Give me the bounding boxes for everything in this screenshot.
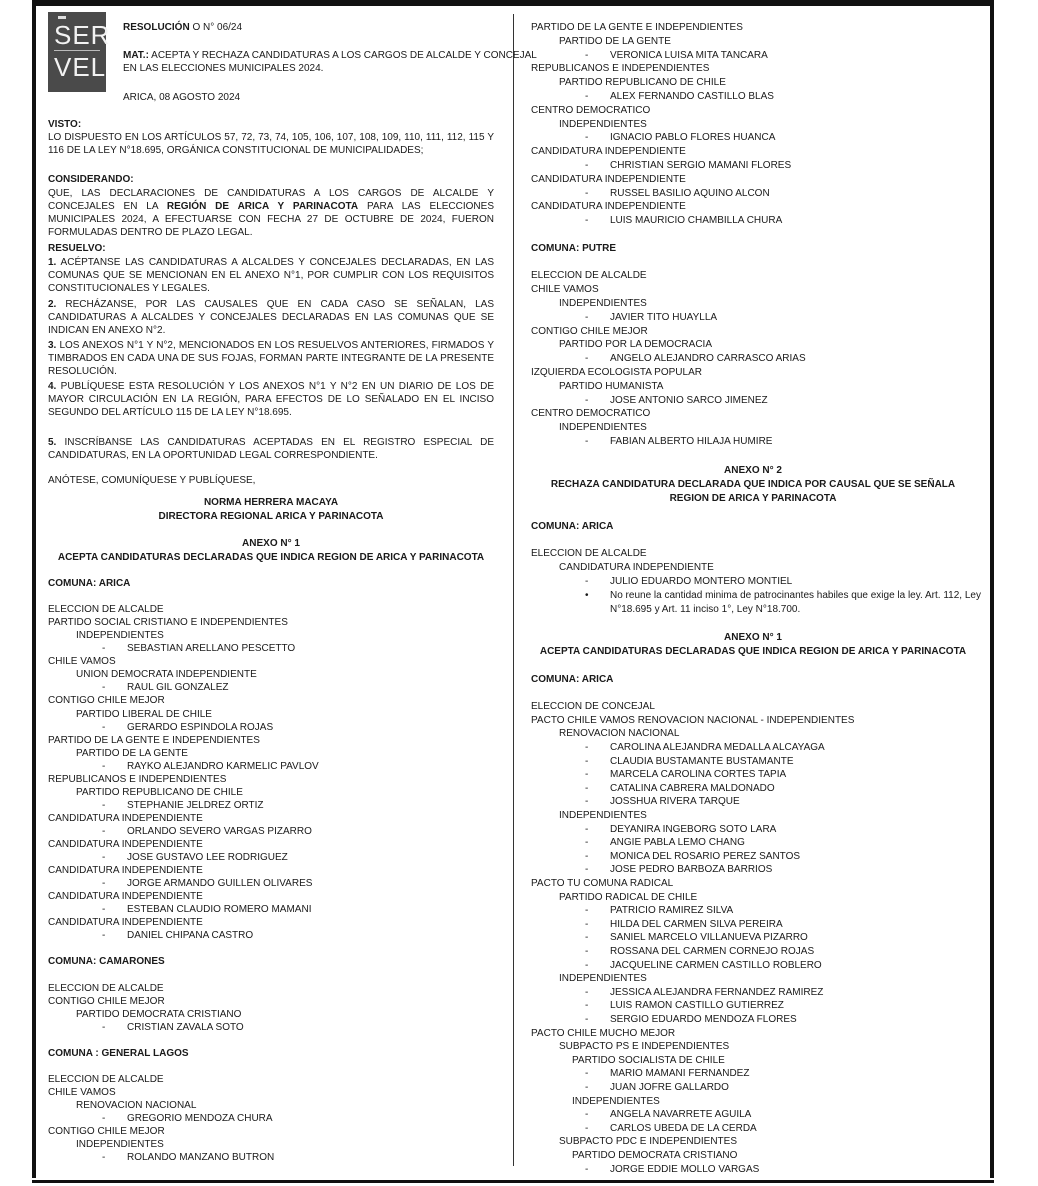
dash-marker: -	[585, 1068, 589, 1080]
resuelvo-item-text: INSCRÍBANSE LAS CANDIDATURAS ACEPTADAS EN EL REGISTRO ESPECIAL DE CANDIDATURAS, EN LA OPORTUNIDAD LEGAL CORRESPONDIENTE.	[48, 437, 494, 461]
candidate-name: ANGELA NAVARRETE AGUILA	[610, 1109, 752, 1121]
candidate-name: SEBASTIAN ARELLANO PESCETTO	[127, 643, 296, 655]
party-line: PARTIDO DE LA GENTE	[76, 747, 188, 759]
considerando-heading: CONSIDERANDO:	[48, 174, 134, 185]
dash-marker: -	[102, 1113, 106, 1125]
pact-line: CANDIDATURA INDEPENDIENTE	[531, 201, 686, 213]
candidate-name: CAROLINA ALEJANDRA MEDALLA ALCAYAGA	[610, 742, 825, 753]
candidate-name: GERARDO ESPINDOLA ROJAS	[127, 721, 274, 733]
subject-label: MAT.:	[123, 50, 149, 61]
dash-marker: -	[102, 904, 106, 916]
candidate-name: MARCELA CAROLINA CORTES TAPIA	[610, 769, 787, 781]
dash-marker: -	[585, 1109, 589, 1121]
party-line: PARTIDO LIBERAL DE CHILE	[76, 708, 212, 720]
comuna-heading: COMUNA: ARICA	[531, 674, 614, 685]
annex-2-comuna-heading: COMUNA: ARICA	[531, 521, 614, 532]
party-line: INDEPENDIENTES	[76, 630, 164, 642]
pact-line: CANDIDATURA INDEPENDIENTE	[48, 891, 203, 903]
dash-marker: -	[585, 187, 589, 199]
candidate-name: IGNACIO PABLO FLORES HUANCA	[610, 132, 776, 144]
dash-marker: -	[585, 576, 589, 587]
dash-marker: -	[585, 215, 589, 227]
frame-top-border	[32, 0, 994, 6]
candidate-name: JORGE EDDIE MOLLO VARGAS	[610, 1163, 760, 1175]
dash-marker: -	[585, 49, 589, 61]
frame-right-border	[990, 0, 994, 1178]
dash-marker: -	[102, 721, 106, 733]
dash-marker: -	[585, 742, 589, 753]
pact-line: CANDIDATURA INDEPENDIENTE	[531, 173, 686, 185]
annex-1-right-title: ANEXO N° 1	[724, 632, 782, 643]
candidate-name: ESTEBAN CLAUDIO ROMERO MAMANI	[127, 904, 312, 916]
annex-2-title: ANEXO N° 2	[724, 465, 782, 476]
pact-line: ELECCION DE ALCALDE	[531, 270, 647, 282]
pact-line: PACTO TU COMUNA RADICAL	[531, 878, 674, 889]
candidate-name: ANGIE PABLA LEMO CHANG	[610, 837, 745, 849]
candidate-name: JOSE GUSTAVO LEE RODRIGUEZ	[127, 852, 288, 864]
pact-line: CONTIGO CHILE MEJOR	[531, 325, 648, 337]
resuelvo-item	[48, 436, 494, 462]
candidate-name: JESSICA ALEJANDRA FERNANDEZ RAMIREZ	[610, 986, 824, 998]
signatory-name: NORMA HERRERA MACAYA	[203, 497, 339, 508]
candidate-name: RAYKO ALEJANDRO KARMELIC PAVLOV	[127, 760, 319, 772]
resuelvo-item-text: LOS ANEXOS N°1 Y N°2, MENCIONADOS EN LOS RESUELVOS ANTERIORES, FIRMADOS Y TIMBRADOS EN CADA UNA DE SUS FOJAS, FORMAN PARTE INTEGRANTE DE LA PRESENTE RESOLUCIÓN.	[48, 340, 494, 377]
candidate-name: GREGORIO MENDOZA CHURA	[127, 1113, 273, 1125]
party-line: SUBPACTO PS E INDEPENDIENTES	[559, 1041, 730, 1053]
pact-line: CENTRO DEMOCRATICO	[531, 408, 651, 420]
pact-line: CANDIDATURA INDEPENDIENTE	[48, 812, 203, 824]
dash-marker: -	[585, 394, 589, 406]
dash-marker: -	[102, 825, 106, 837]
dash-marker: -	[102, 852, 106, 864]
candidate-name: SANIEL MARCELO VILLANUEVA PIZARRO	[610, 932, 808, 944]
candidate-name: STEPHANIE JELDREZ ORTIZ	[127, 799, 264, 811]
candidate-name: SERGIO EDUARDO MENDOZA FLORES	[610, 1014, 797, 1025]
pact-line: CHILE VAMOS	[48, 656, 116, 668]
annex-2-reason-line-1: No reune la cantidad minima de patrocinantes habiles que exige la ley. Art. 112, Ley	[610, 590, 981, 601]
annex-2-subtitle-2: REGION DE ARICA Y PARINACOTA	[669, 493, 837, 504]
candidate-name: ALEX FERNANDO CASTILLO BLAS	[610, 91, 774, 102]
pact-line: CANDIDATURA INDEPENDIENTE	[48, 865, 203, 877]
pact-line: CHILE VAMOS	[531, 284, 599, 296]
party-line: PARTIDO HUMANISTA	[559, 380, 664, 392]
annex-2-reason-line-2: N°18.695 y Art. 11 inciso 1°, Ley N°18.700.	[610, 604, 801, 615]
dash-marker: -	[585, 796, 589, 808]
considerando-text-a: QUE, LAS DECLARACIONES DE CANDIDATURAS A LOS CARGOS DE ALCALDE Y CONCEJALES EN LA	[48, 188, 494, 212]
party-line: PARTIDO RADICAL DE CHILE	[559, 891, 698, 903]
comuna-heading: COMUNA: PUTRE	[531, 242, 616, 254]
annex-1-title: ANEXO N° 1	[242, 538, 300, 549]
column-divider	[513, 14, 514, 1166]
dash-marker: -	[585, 132, 589, 144]
comuna-heading: COMUNA: CAMARONES	[48, 956, 165, 968]
pact-line: CONTIGO CHILE MEJOR	[48, 995, 165, 1007]
candidate-name: MARIO MAMANI FERNANDEZ	[610, 1068, 750, 1080]
logo-line-2: VEL	[54, 52, 107, 82]
resuelvo-item-number: 1.	[48, 257, 57, 268]
pact-line: IZQUIERDA ECOLOGISTA POPULAR	[531, 367, 702, 378]
dash-marker: -	[585, 1082, 589, 1093]
resuelvo-item	[48, 339, 494, 378]
candidate-name: CATALINA CABRERA MALDONADO	[610, 782, 775, 794]
candidate-name: ANGELO ALEJANDRO CARRASCO ARIAS	[610, 353, 806, 365]
annex-2-subtitle-1: RECHAZA CANDIDATURA DECLARADA QUE INDICA POR CAUSAL QUE SE SEÑALA	[550, 479, 956, 490]
pact-line: ELECCION DE ALCALDE	[48, 982, 164, 994]
logo-rule	[54, 50, 100, 51]
candidate-name: ORLANDO SEVERO VARGAS PIZARRO	[127, 825, 312, 837]
comuna-heading: COMUNA: ARICA	[48, 578, 131, 589]
logo-mark	[58, 16, 66, 19]
subparty-line: PARTIDO SOCIALISTA DE CHILE	[572, 1054, 725, 1066]
closing-formula: ANÓTESE, COMUNÍQUESE Y PUBLÍQUESE,	[48, 475, 256, 486]
annex-2-candidacy-type: CANDIDATURA INDEPENDIENTE	[559, 562, 714, 573]
resuelvo-item-number: 3.	[48, 340, 57, 351]
pact-line: PACTO CHILE MUCHO MEJOR	[531, 1027, 676, 1039]
candidate-name: LUIS MAURICIO CHAMBILLA CHURA	[610, 215, 783, 227]
party-line: INDEPENDIENTES	[559, 810, 647, 821]
party-line: INDEPENDIENTES	[559, 118, 647, 130]
party-line: INDEPENDIENTES	[76, 1139, 164, 1151]
party-line: PARTIDO DEMOCRATA CRISTIANO	[76, 1008, 242, 1020]
dash-marker: -	[585, 1122, 589, 1134]
bullet-marker: •	[585, 590, 589, 601]
dash-marker: -	[585, 1014, 589, 1025]
candidate-name: ROLANDO MANZANO BUTRON	[127, 1152, 275, 1164]
dash-marker: -	[585, 932, 589, 944]
comuna-heading: COMUNA : GENERAL LAGOS	[48, 1047, 189, 1059]
pact-line: REPUBLICANOS E INDEPENDIENTES	[48, 773, 227, 785]
subject-line-1	[123, 49, 537, 62]
candidate-name: JAVIER TITO HUAYLLA	[610, 311, 718, 323]
dash-marker: -	[585, 353, 589, 365]
dash-marker: -	[585, 436, 589, 447]
candidate-name: VERONICA LUISA MITA TANCARA	[610, 49, 768, 61]
dash-marker: -	[585, 905, 589, 917]
candidate-name: HILDA DEL CARMEN SILVA PEREIRA	[610, 918, 783, 930]
resuelvo-item	[48, 380, 494, 419]
candidate-name: MONICA DEL ROSARIO PEREZ SANTOS	[610, 850, 801, 862]
dash-marker: -	[585, 1000, 589, 1012]
dash-marker: -	[585, 311, 589, 323]
visto-heading: VISTO:	[48, 119, 82, 130]
subject-text-1: ACEPTA Y RECHAZA CANDIDATURAS A LOS CARGOS DE ALCALDE Y CONCEJAL	[148, 50, 537, 61]
dash-marker: -	[585, 850, 589, 862]
pact-line: ELECCION DE ALCALDE	[48, 1073, 164, 1085]
dash-marker: -	[585, 782, 589, 794]
dash-marker: -	[102, 878, 106, 890]
dash-marker: -	[102, 799, 106, 811]
party-line: INDEPENDIENTES	[559, 298, 647, 309]
annex-1-subtitle: ACEPTA CANDIDATURAS DECLARADAS QUE INDICA REGION DE ARICA Y PARINACOTA	[57, 552, 485, 563]
party-line: UNION DEMOCRATA INDEPENDIENTE	[76, 669, 257, 681]
dash-marker: -	[585, 837, 589, 849]
candidate-name: PATRICIO RAMIREZ SILVA	[610, 905, 734, 917]
considerando-text-b: PARA LAS ELECCIONES MUNICIPALES 2024, A EFECTUARSE CON FECHA 27 DE OCTUBRE DE 2024, FUERON FORMULADAS DENTRO DE PLAZO LEGAL.	[48, 201, 494, 238]
pact-line: ELECCION DE ALCALDE	[48, 604, 164, 616]
dash-marker: -	[102, 1152, 106, 1164]
pact-line: PARTIDO DE LA GENTE E INDEPENDIENTES	[48, 734, 260, 746]
resuelvo-item-number: 4.	[48, 381, 57, 392]
party-line: PARTIDO REPUBLICANO DE CHILE	[559, 77, 726, 89]
subject-line-2: EN LAS ELECCIONES MUNICIPALES 2024.	[123, 63, 324, 74]
pact-line: CHILE VAMOS	[48, 1086, 116, 1098]
party-line: RENOVACION NACIONAL	[76, 1100, 197, 1111]
party-line: RENOVACION NACIONAL	[559, 728, 680, 740]
pact-line: CANDIDATURA INDEPENDIENTE	[48, 917, 203, 929]
party-line: PARTIDO DE LA GENTE	[559, 35, 671, 47]
pact-line: CENTRO DEMOCRATICO	[531, 104, 651, 116]
resuelvo-heading: RESUELVO:	[48, 243, 106, 254]
pact-line: CONTIGO CHILE MEJOR	[48, 695, 165, 707]
visto-text: LO DISPUESTO EN LOS ARTÍCULOS 57, 72, 73, 74, 105, 106, 107, 108, 109, 110, 111, 112, 115 Y 116 DE LA LEY N°18.695, ORGÁNICA CONSTITUCIONAL DE MUNICIPALIDADES;	[48, 132, 494, 156]
candidate-name: JOSE ANTONIO SARCO JIMENEZ	[610, 394, 768, 406]
candidate-name: JUAN JOFRE GALLARDO	[610, 1082, 729, 1093]
pact-line: PACTO CHILE VAMOS RENOVACION NACIONAL - INDEPENDIENTES	[531, 714, 855, 726]
resolution-value: O N° 06/24	[189, 22, 243, 33]
pact-line: CONTIGO CHILE MEJOR	[48, 1126, 165, 1138]
pact-line: REPUBLICANOS E INDEPENDIENTES	[531, 63, 710, 75]
dash-marker: -	[102, 760, 106, 772]
candidate-name: DANIEL CHIPANA CASTRO	[127, 930, 254, 942]
candidate-name: CLAUDIA BUSTAMANTE BUSTAMANTE	[610, 755, 794, 767]
resuelvo-item	[48, 256, 494, 295]
annex-2-rejected-candidate: JULIO EDUARDO MONTERO MONTIEL	[610, 576, 793, 587]
candidate-name: CARLOS UBEDA DE LA CERDA	[610, 1122, 757, 1134]
candidate-name: JOSSHUA RIVERA TARQUE	[610, 796, 740, 808]
pact-line: PARTIDO DE LA GENTE E INDEPENDIENTES	[531, 22, 743, 33]
party-line: SUBPACTO PDC E INDEPENDIENTES	[559, 1136, 737, 1148]
party-line: PARTIDO REPUBLICANO DE CHILE	[76, 786, 243, 798]
signatory-title: DIRECTORA REGIONAL ARICA Y PARINACOTA	[158, 511, 384, 522]
candidate-name: CRISTIAN ZAVALA SOTO	[127, 1021, 244, 1033]
resuelvo-item-number: 2.	[48, 299, 57, 310]
candidate-name: JORGE ARMANDO GUILLEN OLIVARES	[127, 878, 313, 890]
candidate-name: RUSSEL BASILIO AQUINO ALCON	[610, 187, 770, 199]
dash-marker: -	[102, 930, 106, 942]
resuelvo-item-text: ACÉPTANSE LAS CANDIDATURAS A ALCALDES Y CONCEJALES DECLARADAS, EN LAS COMUNAS QUE SE MENCIONAN EN EL ANEXO N°1, POR CUMPLIR CON LOS REQUISITOS CONSTITUCIONALES Y LEGALES.	[48, 257, 494, 294]
frame-left-border	[32, 0, 36, 1178]
dash-marker: -	[585, 946, 589, 957]
place-date: ARICA, 08 AGOSTO 2024	[123, 92, 241, 103]
servel-logo	[48, 12, 111, 92]
considerando-text	[48, 187, 494, 239]
subparty-line: PARTIDO DEMOCRATA CRISTIANO	[572, 1150, 738, 1161]
pact-line: ELECCION DE CONCEJAL	[531, 701, 655, 713]
dash-marker: -	[585, 864, 589, 876]
subparty-line: INDEPENDIENTES	[572, 1095, 660, 1107]
dash-marker: -	[102, 643, 106, 655]
dash-marker: -	[585, 769, 589, 781]
dash-marker: -	[585, 1163, 589, 1175]
pact-line: PARTIDO SOCIAL CRISTIANO E INDEPENDIENTES	[48, 617, 288, 629]
dash-marker: -	[585, 959, 589, 971]
dash-marker: -	[585, 755, 589, 767]
annex-1-right-subtitle: ACEPTA CANDIDATURAS DECLARADAS QUE INDICA REGION DE ARICA Y PARINACOTA	[539, 646, 967, 657]
candidate-name: RAUL GIL GONZALEZ	[127, 682, 229, 694]
dash-marker: -	[585, 823, 589, 835]
party-line: INDEPENDIENTES	[559, 422, 647, 434]
resuelvo-item	[48, 298, 494, 337]
resolution-label: RESOLUCIÓN	[123, 22, 190, 33]
candidate-name: JACQUELINE CARMEN CASTILLO ROBLERO	[610, 959, 822, 971]
resolution-number	[123, 21, 242, 34]
dash-marker: -	[585, 160, 589, 171]
pact-line: CANDIDATURA INDEPENDIENTE	[48, 839, 203, 850]
candidate-name: CHRISTIAN SERGIO MAMANI FLORES	[610, 160, 792, 171]
considerando-region: REGIÓN DE ARICA Y PARINACOTA	[166, 201, 359, 212]
frame-bottom-border	[32, 1180, 994, 1183]
candidate-name: DEYANIRA INGEBORG SOTO LARA	[610, 823, 777, 835]
dash-marker: -	[585, 986, 589, 998]
logo-line-1: SER	[54, 20, 111, 50]
dash-marker: -	[585, 91, 589, 102]
resuelvo-item-text: PUBLÍQUESE ESTA RESOLUCIÓN Y LOS ANEXOS N°1 Y N°2 EN UN DIARIO DE LOS DE MAYOR CIRCULACIÓN EN LA REGIÓN, PARA EFECTOS DE LO SEÑALADO EN EL INCISO SEGUNDO DEL ARTÍCULO 115 DE LA LEY N°18.695.	[48, 381, 494, 418]
dash-marker: -	[585, 918, 589, 930]
dash-marker: -	[102, 682, 106, 694]
dash-marker: -	[102, 1021, 106, 1033]
annex-2-election: ELECCION DE ALCALDE	[531, 548, 647, 559]
party-line: INDEPENDIENTES	[559, 973, 647, 985]
candidate-name: FABIAN ALBERTO HILAJA HUMIRE	[610, 436, 773, 447]
candidate-name: LUIS RAMON CASTILLO GUTIERREZ	[610, 1000, 784, 1012]
party-line: PARTIDO POR LA DEMOCRACIA	[559, 339, 712, 351]
pact-line: CANDIDATURA INDEPENDIENTE	[531, 146, 686, 158]
candidate-name: ROSSANA DEL CARMEN CORNEJO ROJAS	[610, 946, 815, 957]
resuelvo-item-number: 5.	[48, 437, 57, 448]
candidate-name: JOSE PEDRO BARBOZA BARRIOS	[610, 864, 773, 876]
resuelvo-item-text: RECHÁZANSE, POR LAS CAUSALES QUE EN CADA CASO SE SEÑALAN, LAS CANDIDATURAS A ALCALDES Y CONCEJALES DECLARADAS EN LAS COMUNAS QUE SE INDICAN EN ANEXO N°2.	[48, 299, 494, 336]
